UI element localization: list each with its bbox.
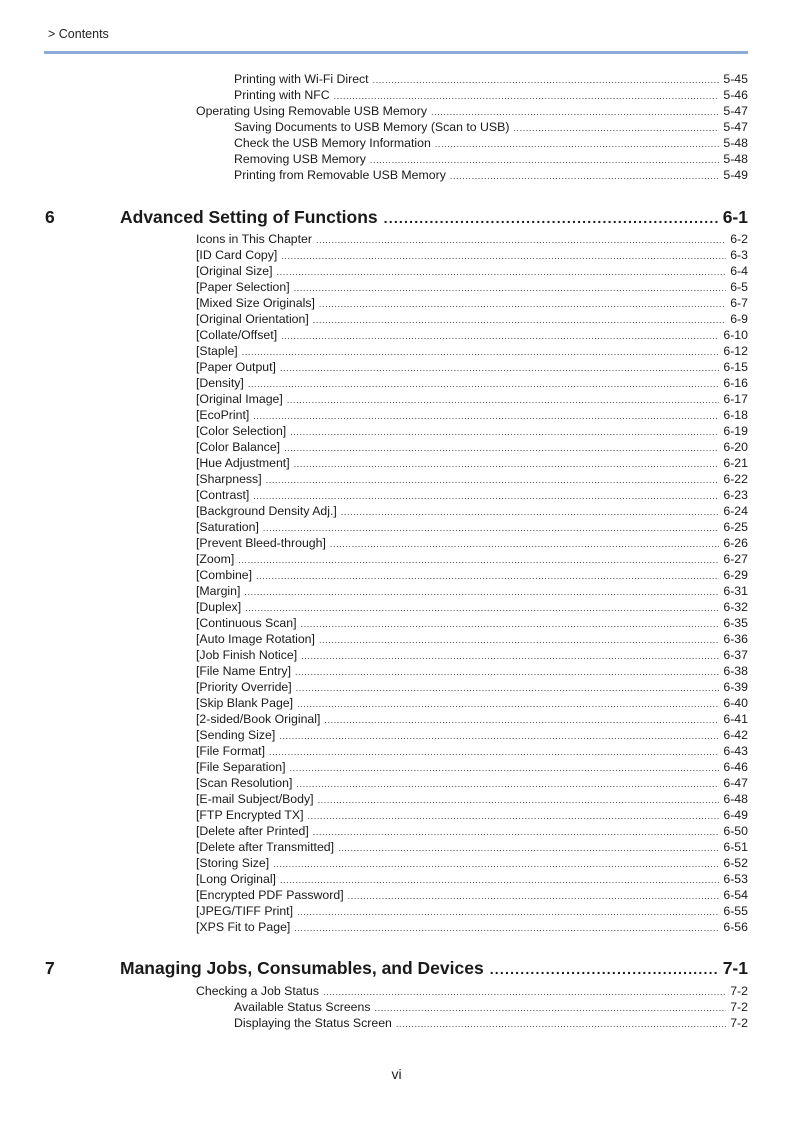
toc-leader-dots <box>396 1016 726 1032</box>
toc-entry-title: [Duplex] <box>196 600 242 614</box>
toc-entry[interactable] <box>196 311 748 327</box>
toc-entry-page: 6-23 <box>723 488 748 502</box>
chapter-number: 6 <box>45 207 55 227</box>
toc-leader-dots <box>245 600 719 616</box>
toc-entry[interactable] <box>234 119 748 135</box>
toc-entry-page: 6-53 <box>723 872 748 886</box>
toc-leader-dots <box>280 360 719 376</box>
toc-entry-page: 5-47 <box>723 120 748 134</box>
toc-entry-page: 6-38 <box>723 664 748 678</box>
toc-entry-title: [Skip Blank Page] <box>196 696 294 710</box>
toc-entry[interactable] <box>196 615 748 631</box>
toc-leader-dots <box>273 856 719 872</box>
toc-entry[interactable] <box>196 423 748 439</box>
toc-leader-dots <box>290 424 719 440</box>
toc-entry-title: [FTP Encrypted TX] <box>196 808 304 822</box>
toc-entry-page: 6-43 <box>723 744 748 758</box>
chapter-page: 6-1 <box>722 207 748 227</box>
toc-entry-title: [Hue Adjustment] <box>196 456 290 470</box>
toc-leader-dots <box>296 776 719 792</box>
toc-entry-title: [Density] <box>196 376 244 390</box>
toc-entry[interactable] <box>196 391 748 407</box>
toc-entry-page: 6-35 <box>723 616 748 630</box>
toc-entry-page: 7-2 <box>730 984 748 998</box>
toc-entry-page: 5-48 <box>723 136 748 150</box>
toc-leader-dots <box>244 584 719 600</box>
toc-entry-page: 6-3 <box>730 248 748 262</box>
toc-leader-dots <box>513 120 719 136</box>
toc-leader-dots <box>280 872 719 888</box>
toc-leader-dots <box>323 984 726 1000</box>
toc-leader-dots <box>370 152 719 168</box>
toc-entry-title: [Auto Image Rotation] <box>196 632 315 646</box>
toc-leader-dots <box>284 440 719 456</box>
toc-entry[interactable] <box>234 87 748 103</box>
toc-entry-title: [Priority Override] <box>196 680 292 694</box>
toc-entry-page: 6-16 <box>723 376 748 390</box>
toc-entry-page: 6-42 <box>723 728 748 742</box>
toc-leader-dots <box>324 712 719 728</box>
toc-entry-page: 6-31 <box>723 584 748 598</box>
toc-entry-title: [Sending Size] <box>196 728 276 742</box>
toc-entry-title: [Original Orientation] <box>196 312 309 326</box>
header-divider <box>44 51 748 54</box>
toc-entry-page: 6-22 <box>723 472 748 486</box>
toc-leader-dots <box>319 296 726 312</box>
toc-entry-title: [2-sided/Book Original] <box>196 712 321 726</box>
toc-entry-page: 6-37 <box>723 648 748 662</box>
toc-entry-title: [EcoPrint] <box>196 408 250 422</box>
toc-entry-page: 6-21 <box>723 456 748 470</box>
toc-leader-dots <box>348 888 720 904</box>
toc-entry-title: [Staple] <box>196 344 238 358</box>
toc-entry[interactable] <box>196 695 748 711</box>
toc-entry-page: 6-56 <box>723 920 748 934</box>
toc-entry[interactable] <box>196 327 748 343</box>
toc-entry-title: [Original Size] <box>196 264 273 278</box>
toc-entry-title: [Combine] <box>196 568 253 582</box>
toc-entry[interactable] <box>196 359 748 375</box>
toc-leader-dots <box>301 648 719 664</box>
toc-leader-dots <box>238 552 719 568</box>
toc-entry-page: 6-54 <box>723 888 748 902</box>
toc-entry-page: 5-46 <box>723 88 748 102</box>
toc-leader-dots <box>384 207 719 229</box>
toc-entry-page: 6-47 <box>723 776 748 790</box>
toc-entry[interactable] <box>196 535 748 551</box>
toc-entry[interactable] <box>196 903 748 919</box>
toc-entry-page: 5-48 <box>723 152 748 166</box>
chapter-page: 7-1 <box>722 958 748 978</box>
toc-entry-page: 6-51 <box>723 840 748 854</box>
toc-entry-page: 6-17 <box>723 392 748 406</box>
toc-entry-page: 6-4 <box>730 264 748 278</box>
toc-entry-page: 6-5 <box>730 280 748 294</box>
toc-entry-title: [Sharpness] <box>196 472 262 486</box>
toc-entry[interactable] <box>196 407 748 423</box>
toc-entry-page: 6-29 <box>723 568 748 582</box>
toc-entry[interactable] <box>196 295 748 311</box>
toc-entry-title: Operating Using Removable USB Memory <box>196 104 427 118</box>
toc-leader-dots <box>330 536 719 552</box>
toc-entry-title: [Color Selection] <box>196 424 287 438</box>
toc-entry[interactable] <box>196 791 748 807</box>
toc-entry-title: [Delete after Printed] <box>196 824 309 838</box>
toc-entry-title: [Margin] <box>196 584 241 598</box>
toc-entry-title: Available Status Screens <box>234 1000 371 1014</box>
toc-entry-title: [JPEG/TIFF Print] <box>196 904 294 918</box>
toc-leader-dots <box>294 920 719 936</box>
breadcrumb-contents-link[interactable]: > Contents <box>48 27 109 41</box>
toc-entry-title: Printing from Removable USB Memory <box>234 168 446 182</box>
toc-leader-dots <box>313 312 726 328</box>
toc-entry-page: 6-20 <box>723 440 748 454</box>
toc-entry-page: 6-7 <box>730 296 748 310</box>
toc-entry[interactable] <box>196 871 748 887</box>
toc-entry-page: 7-2 <box>730 1016 748 1030</box>
toc-entry[interactable] <box>196 711 748 727</box>
toc-entry-page: 6-49 <box>723 808 748 822</box>
toc-entry[interactable] <box>196 551 748 567</box>
toc-entry-title: Check the USB Memory Information <box>234 136 431 150</box>
toc-leader-dots <box>308 808 720 824</box>
toc-entry[interactable] <box>196 439 748 455</box>
toc-leader-dots <box>253 408 719 424</box>
toc-entry[interactable] <box>196 759 748 775</box>
toc-entry-title: [Paper Output] <box>196 360 276 374</box>
toc-leader-dots <box>435 136 720 152</box>
toc-entry[interactable] <box>196 775 748 791</box>
toc-leader-dots <box>375 1000 727 1016</box>
toc-entry[interactable] <box>196 279 748 295</box>
toc-leader-dots <box>281 328 719 344</box>
toc-entry[interactable] <box>196 983 748 999</box>
toc-entry-page: 6-15 <box>723 360 748 374</box>
toc-entry[interactable] <box>196 263 748 279</box>
toc-entry-page: 6-52 <box>723 856 748 870</box>
toc-entry[interactable] <box>196 567 748 583</box>
toc-entry-title: [Long Original] <box>196 872 276 886</box>
toc-entry-page: 6-10 <box>723 328 748 342</box>
toc-entry-title: [E-mail Subject/Body] <box>196 792 314 806</box>
toc-entry-page: 6-48 <box>723 792 748 806</box>
toc-leader-dots <box>341 504 720 520</box>
toc-entry[interactable] <box>196 887 748 903</box>
toc-entry-title: [Zoom] <box>196 552 235 566</box>
toc-entry[interactable] <box>196 375 748 391</box>
toc-entry-page: 6-46 <box>723 760 748 774</box>
toc-entry[interactable] <box>196 663 748 679</box>
toc-entry-page: 6-36 <box>723 632 748 646</box>
toc-entry[interactable] <box>234 151 748 167</box>
toc-entry[interactable] <box>196 487 748 503</box>
toc-entry[interactable] <box>196 343 748 359</box>
chapter-heading[interactable] <box>120 957 748 979</box>
toc-entry-title: [Original Image] <box>196 392 283 406</box>
toc-leader-dots <box>319 632 719 648</box>
toc-leader-dots <box>296 680 720 696</box>
toc-entry[interactable] <box>196 631 748 647</box>
toc-entry-title: Saving Documents to USB Memory (Scan to USB) <box>234 120 510 134</box>
toc-entry-title: [Scan Resolution] <box>196 776 293 790</box>
toc-entry-title: [Prevent Bleed-through] <box>196 536 326 550</box>
toc-entry[interactable] <box>196 727 748 743</box>
toc-entry-page: 5-49 <box>723 168 748 182</box>
toc-entry[interactable] <box>196 823 748 839</box>
toc-entry-title: Icons in This Chapter <box>196 232 312 246</box>
toc-entry[interactable] <box>196 231 748 247</box>
toc-entry-page: 6-12 <box>723 344 748 358</box>
toc-leader-dots <box>294 456 720 472</box>
toc-entry-page: 6-26 <box>723 536 748 550</box>
toc-entry-page: 6-50 <box>723 824 748 838</box>
toc-entry-page: 6-32 <box>723 600 748 614</box>
toc-entry-page: 7-2 <box>730 1000 748 1014</box>
chapter-title: Managing Jobs, Consumables, and Devices <box>120 958 484 978</box>
toc-leader-dots <box>301 616 720 632</box>
toc-entry[interactable] <box>234 135 748 151</box>
chapter-number: 7 <box>45 958 55 978</box>
toc-leader-dots <box>287 392 720 408</box>
toc-leader-dots <box>313 824 720 840</box>
toc-leader-dots <box>295 664 719 680</box>
toc-entry-page: 6-55 <box>723 904 748 918</box>
toc-leader-dots <box>450 168 720 184</box>
toc-leader-dots <box>297 904 719 920</box>
toc-leader-dots <box>490 958 719 980</box>
toc-leader-dots <box>338 840 719 856</box>
toc-entry-page: 6-9 <box>730 312 748 326</box>
toc-entry-title: [Color Balance] <box>196 440 281 454</box>
toc-leader-dots <box>294 280 727 296</box>
toc-leader-dots <box>281 248 726 264</box>
toc-entry[interactable] <box>196 599 748 615</box>
toc-leader-dots <box>334 88 720 104</box>
toc-entry-page: 6-39 <box>723 680 748 694</box>
toc-entry[interactable] <box>196 471 748 487</box>
toc-entry-page: 6-25 <box>723 520 748 534</box>
toc-leader-dots <box>431 104 719 120</box>
toc-leader-dots <box>373 72 720 88</box>
toc-entry[interactable] <box>196 855 748 871</box>
toc-entry-title: [XPS Fit to Page] <box>196 920 291 934</box>
toc-entry-page: 6-27 <box>723 552 748 566</box>
toc-entry-title: [File Separation] <box>196 760 286 774</box>
toc-leader-dots <box>263 520 719 536</box>
toc-entry[interactable] <box>196 103 748 119</box>
toc-leader-dots <box>316 232 726 248</box>
toc-entry-title: [Paper Selection] <box>196 280 290 294</box>
toc-entry[interactable] <box>196 919 748 935</box>
toc-entry-title: [Encrypted PDF Password] <box>196 888 344 902</box>
toc-entry-page: 5-45 <box>723 72 748 86</box>
toc-entry-title: [ID Card Copy] <box>196 248 278 262</box>
toc-entry-title: [Contrast] <box>196 488 250 502</box>
toc-entry-title: [File Name Entry] <box>196 664 291 678</box>
toc-leader-dots <box>242 344 720 360</box>
toc-entry[interactable] <box>196 583 748 599</box>
toc-entry[interactable] <box>196 647 748 663</box>
toc-entry-title: [Saturation] <box>196 520 259 534</box>
toc-leader-dots <box>297 696 719 712</box>
toc-entry[interactable] <box>196 519 748 535</box>
toc-leader-dots <box>248 376 720 392</box>
toc-entry-title: [Storing Size] <box>196 856 270 870</box>
toc-entry[interactable] <box>196 455 748 471</box>
toc-entry-title: Removing USB Memory <box>234 152 366 166</box>
chapter-title: Advanced Setting of Functions <box>120 207 378 227</box>
toc-entry-title: [Mixed Size Originals] <box>196 296 315 310</box>
toc-entry-page: 6-41 <box>723 712 748 726</box>
toc-entry[interactable] <box>234 999 748 1015</box>
toc-entry-page: 6-24 <box>723 504 748 518</box>
toc-entry[interactable] <box>196 839 748 855</box>
toc-entry-title: [Delete after Transmitted] <box>196 840 335 854</box>
toc-leader-dots <box>318 792 720 808</box>
toc-leader-dots <box>269 744 719 760</box>
toc-leader-dots <box>256 568 719 584</box>
toc-entry[interactable] <box>234 1015 748 1031</box>
toc-leader-dots <box>253 488 719 504</box>
toc-entry[interactable] <box>196 247 748 263</box>
toc-entry[interactable] <box>234 71 748 87</box>
toc-entry-page: 6-18 <box>723 408 748 422</box>
toc-entry-page: 5-47 <box>723 104 748 118</box>
toc-entry[interactable] <box>196 807 748 823</box>
toc-entry-title: [File Format] <box>196 744 266 758</box>
toc-entry-title: [Job Finish Notice] <box>196 648 298 662</box>
toc-entry[interactable] <box>234 167 748 183</box>
toc-entry[interactable] <box>196 503 748 519</box>
toc-entry-title: [Collate/Offset] <box>196 328 278 342</box>
toc-entry-title: Checking a Job Status <box>196 984 320 998</box>
toc-entry-title: Printing with NFC <box>234 88 330 102</box>
toc-entry-page: 6-19 <box>723 424 748 438</box>
page-number: vi <box>391 1066 402 1082</box>
chapter-heading[interactable] <box>120 206 748 228</box>
toc-entry-title: Printing with Wi-Fi Direct <box>234 72 369 86</box>
toc-leader-dots <box>279 728 719 744</box>
toc-entry-title: Displaying the Status Screen <box>234 1016 392 1030</box>
toc-leader-dots <box>277 264 727 280</box>
toc-entry-page: 6-2 <box>730 232 748 246</box>
toc-leader-dots <box>290 760 720 776</box>
toc-entry-title: [Continuous Scan] <box>196 616 297 630</box>
toc-entry[interactable] <box>196 679 748 695</box>
toc-entry[interactable] <box>196 743 748 759</box>
toc-entry-title: [Background Density Adj.] <box>196 504 337 518</box>
toc-entry-page: 6-40 <box>723 696 748 710</box>
toc-leader-dots <box>266 472 720 488</box>
